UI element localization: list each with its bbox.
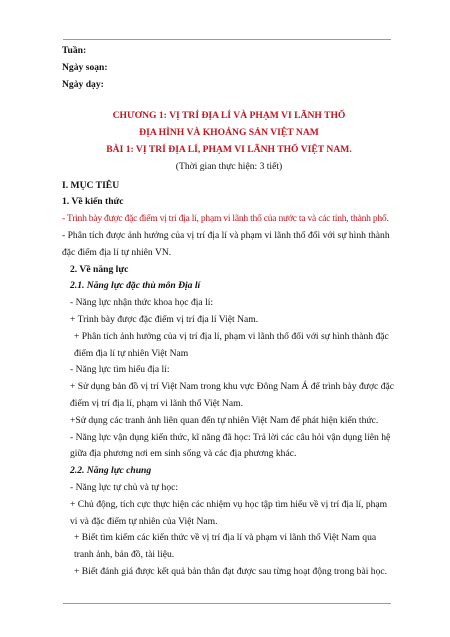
lesson-title: BÀI 1: VỊ TRÍ ĐỊA LÍ, PHẠM VI LÃNH THỔ VIỆT NAM.	[106, 143, 352, 155]
geo-item-6: +Sử dụng các tranh ảnh liên quan đến tự nhiên Việt Nam để phát hiện kiến thức.	[70, 414, 379, 426]
gen-item-1: - Năng lực tự chủ và tự học:	[70, 481, 179, 493]
gen-item-3: + Biết tìm kiếm các kiến thức về vị trí địa lí và phạm vi lãnh thổ Việt Nam qua tranh ảnh, bản đồ, tài liệu.	[74, 532, 377, 561]
prep-date-label: Ngày soạn:	[62, 61, 108, 73]
geo-item-7: - Năng lực vận dụng kiến thức, kĩ năng đã học: Trả lời các câu hỏi vận dụng liên hệ giữa địa phương nơi em sinh sống và các địa phương khác.	[70, 431, 391, 460]
geo-item-3: + Phân tích ảnh hưởng của vị trí địa lí, phạm vi lãnh thổ đối với sự hình thành đặc điểm địa lí tự nhiên Việt Nam	[74, 330, 389, 359]
gen-item-2: + Chủ động, tích cực thực hiện các nhiệm vụ học tập tìm hiểu về vị trí địa lí, phạm vi và đặc điểm tự nhiên của Việt Nam.	[70, 498, 388, 527]
section-objectives: I. MỤC TIÊU	[62, 179, 120, 191]
section-knowledge: 1. Về kiến thức	[62, 196, 124, 208]
lesson-duration: (Thời gian thực hiện: 3 tiết)	[175, 160, 283, 172]
week-label: Tuần:	[62, 45, 87, 56]
chapter-title: CHƯƠNG 1: VỊ TRÍ ĐỊA LÍ VÀ PHẠM VI LÃNH THỔ	[112, 110, 346, 122]
knowledge-item-1: - Trình bày được đặc điểm vị trí địa lí, phạm vi lãnh thổ của nước ta và các tỉnh, thành phố.	[62, 213, 389, 225]
geo-item-2: + Trình bày được đặc điểm vị trí địa lí Việt Nam.	[70, 313, 259, 325]
lesson-plan-body	[62, 43, 396, 581]
header-rule	[63, 39, 391, 40]
section-general-competence: 2.2. Năng lực chung	[70, 465, 152, 477]
teach-date-label: Ngày dạy:	[62, 78, 104, 90]
geo-item-4: - Năng lực tìm hiểu địa lí:	[70, 364, 170, 376]
section-geo-competence: 2.1. Năng lực đặc thù môn Địa lí	[70, 280, 201, 292]
footer-rule	[63, 603, 391, 604]
geo-item-1: - Năng lực nhận thức khoa học địa lí:	[70, 297, 214, 309]
gen-item-4: + Biết đánh giá được kết quả bản thân đạt được sau từng hoạt động trong bài học.	[74, 565, 388, 577]
knowledge-item-2: - Phân tích được ảnh hưởng của vị trí địa lí và phạm vi lãnh thổ đối với sự hình thành đặc điểm địa lí tự nhiên VN.	[62, 229, 390, 258]
chapter-subtitle: ĐỊA HÌNH VÀ KHOÁNG SẢN VIỆT NAM	[139, 127, 319, 139]
geo-item-5: + Sử dụng bản đồ vị trí Việt Nam trong khu vực Đông Nam Á để trình bày được đặc điểm vị trí địa lí, phạm vi lãnh thổ Việt Nam.	[70, 381, 395, 409]
section-competence: 2. Về năng lực	[70, 263, 129, 275]
